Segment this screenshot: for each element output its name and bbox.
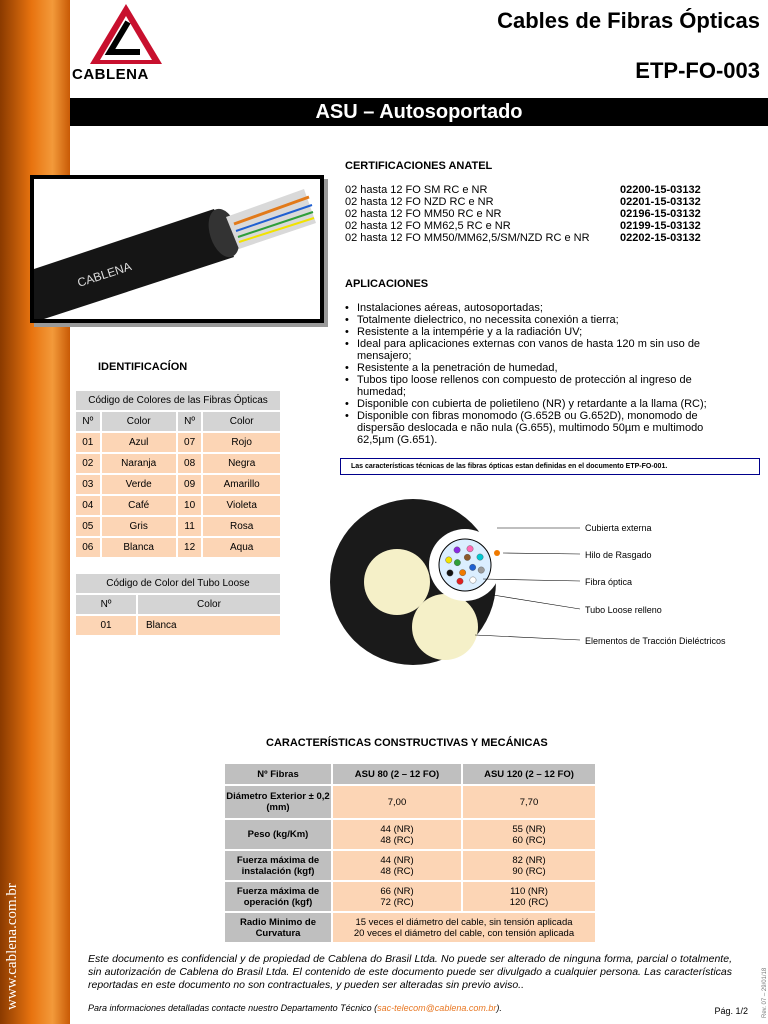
contact-prefix: Para informaciones detalladas contacte nuestro Departamento Técnico ( [88,1003,378,1013]
table-header: Nº [76,595,136,614]
dielectric-element [412,594,478,660]
label-optical-fiber: Fibra óptica [585,577,633,587]
contact-line [88,1003,502,1013]
row-label: Diámetro Exterior ± 0,2 (mm) [225,786,331,818]
row-label: Peso (kg/Km) [225,820,331,849]
dielectric-element [364,549,430,615]
fiber-color-table [74,389,282,559]
table-cell: Verde [102,475,176,494]
row-label: Fuerza máxima de instalación (kgf) [225,851,331,880]
table-cell: 7,00 [333,786,461,818]
certifications-title: CERTIFICACIONES ANATEL [345,160,493,172]
table-cell: 11 [178,517,202,536]
table-row [76,433,280,452]
table-cell: Blanca [138,616,280,635]
table-row [76,517,280,536]
cert-code: 02199-15-03132 [620,220,701,232]
table-cell: 01 [76,616,136,635]
optical-fiber [446,557,452,563]
optical-fiber [477,554,483,560]
list-item: • Totalmente dielectrico, no necessita conexión a tierra; [345,314,735,326]
cert-label: 02 hasta 12 FO MM62,5 RC e NR [345,220,511,232]
list-item: • Resistente a la penetración de humedad, [345,362,735,374]
table-cell: Café [102,496,176,515]
tube-color-table [74,572,282,637]
table-header: ASU 120 (2 – 12 FO) [463,764,595,784]
label-dielectric-elements: Elementos de Tracción Dieléctricos [585,636,726,646]
optical-fiber [464,554,470,560]
table-header: Color [138,595,280,614]
table-header: Color [102,412,176,431]
contact-email-link[interactable]: sac-telecom@cablena.com.br [377,1003,497,1013]
list-item: • Disponible con fibras monomodo (G.652B ou G.652D), monomodo de dispersão deslocada e não nula (G.655), multimodo 50µm e multimodo 62,5µm (G.651). [345,410,735,446]
optical-fiber [478,567,484,573]
identification-title: IDENTIFICACÍON [98,361,188,373]
table-cell: 12 [178,538,202,557]
table-row [76,475,280,494]
table-header: Color [203,412,280,431]
sidebar-band [0,0,70,1024]
list-item: • Ideal para aplicaciones externas con vanos de hasta 120 m sin uso de mensajero; [345,338,735,362]
optical-fiber [454,559,460,565]
table-cell: 15 veces el diámetro del cable, sin tensión aplicada 20 veces el diámetro del cable, con tensión aplicada [333,913,595,942]
row-label: Fuerza máxima de operación (kgf) [225,882,331,911]
table-row [76,454,280,473]
table-caption: Código de Colores de las Fibras Ópticas [76,391,280,410]
cert-code: 02200-15-03132 [620,184,701,196]
fiber-spec-note: Las características técnicas de las fibras ópticas estan definidas en el documento ETP-FO-001. [340,458,760,475]
ripcord [494,550,500,556]
certification-labels [345,184,590,244]
table-cell: 55 (NR) 60 (RC) [463,820,595,849]
page-number: Pág. 1/2 [714,1006,748,1016]
optical-fiber [457,578,463,584]
optical-fiber [469,564,475,570]
document-title: Cables de Fibras Ópticas [497,8,760,33]
table-cell: Rojo [203,433,280,452]
specs-table [223,762,597,944]
table-header: ASU 80 (2 – 12 FO) [333,764,461,784]
table-caption: Código de Color del Tubo Loose [76,574,280,593]
table-cell: 7,70 [463,786,595,818]
table-cell: Rosa [203,517,280,536]
table-row [76,496,280,515]
table-cell: 44 (NR) 48 (RC) [333,820,461,849]
applications-title: APLICACIONES [345,278,429,290]
table-cell: 04 [76,496,100,515]
table-cell: Amarillo [203,475,280,494]
list-item: • Resistente a la intempérie y a la radiación UV; [345,326,735,338]
list-item: • Instalaciones aéreas, autosoportadas; [345,302,735,314]
specs-title: CARACTERÍSTICAS CONSTRUCTIVAS Y MECÁNICAS [266,737,548,749]
cable-cross-section-diagram [325,495,765,670]
table-cell: Negra [203,454,280,473]
document-code: ETP-FO-003 [635,58,760,83]
website-url[interactable]: www.cablena.com.br [4,883,20,1010]
list-item: • Disponible con cubierta de polietileno (NR) y retardante a la llama (RC); [345,398,735,410]
table-cell: 05 [76,517,100,536]
cert-code: 02196-15-03132 [620,208,701,220]
table-header: Nº Fibras [225,764,331,784]
table-header: Nº [76,412,100,431]
table-cell: 09 [178,475,202,494]
confidentiality-disclaimer: Este documento es confidencial y de propiedad de Cablena do Brasil Ltda. No puede ser alterado de ninguna forma, parcial o totalmente, sin autorización de Cablena do Brasil Ltda. El contenido de este documento puede ser divulgado a cualquier persona. Las características reportadas en este documento no son contractuales, y pueden ser alteradas sin previo aviso.. [88,953,732,991]
cert-label: 02 hasta 12 FO SM RC e NR [345,184,488,196]
optical-fiber [454,547,460,553]
table-cell: Azul [102,433,176,452]
table-cell: 06 [76,538,100,557]
table-cell: 66 (NR) 72 (RC) [333,882,461,911]
table-cell: Violeta [203,496,280,515]
table-row [225,913,595,942]
table-cell: 01 [76,433,100,452]
cable-print-text: CABLENA [75,259,134,290]
cert-code: 02202-15-03132 [620,232,701,244]
table-cell: 110 (NR) 120 (RC) [463,882,595,911]
optical-fiber [467,546,473,552]
cable-photo [30,175,324,323]
table-cell: Blanca [102,538,176,557]
table-row [225,882,595,911]
table-cell: Aqua [203,538,280,557]
list-item: • Tubos tipo loose rellenos con compuesto de protección al ingreso de humedad; [345,374,735,398]
cert-label: 02 hasta 12 FO MM50 RC e NR [345,208,502,220]
product-banner: ASU – Autosoportado [70,98,768,126]
table-cell: 03 [76,475,100,494]
label-outer-jacket: Cubierta externa [585,523,652,533]
revision-label: Rev. 07 – 29/01/18 [762,967,768,1018]
logo-text: CABLENA [72,66,149,83]
loose-tube-gel [439,539,491,591]
row-label: Radio Minimo de Curvatura [225,913,331,942]
table-cell: 07 [178,433,202,452]
table-cell: Naranja [102,454,176,473]
table-cell: 08 [178,454,202,473]
table-cell: Gris [102,517,176,536]
optical-fiber [470,577,476,583]
applications-list [345,302,735,446]
cert-label: 02 hasta 12 FO MM50/MM62,5/SM/NZD RC e NR [345,232,590,244]
table-cell: 02 [76,454,100,473]
table-cell: 10 [178,496,202,515]
table-row [225,786,595,818]
table-row [76,616,280,635]
table-header: Nº [178,412,202,431]
cert-code: 02201-15-03132 [620,196,701,208]
optical-fiber [459,569,465,575]
table-row [225,851,595,880]
label-ripcord: Hilo de Rasgado [585,550,652,560]
table-row [225,820,595,849]
cert-label: 02 hasta 12 FO NZD RC e NR [345,196,494,208]
table-row [76,538,280,557]
optical-fiber [447,570,453,576]
label-loose-tube: Tubo Loose relleno [585,605,662,615]
contact-suffix: ). [496,1003,502,1013]
table-cell: 82 (NR) 90 (RC) [463,851,595,880]
table-cell: 44 (NR) 48 (RC) [333,851,461,880]
certification-codes [620,184,701,244]
